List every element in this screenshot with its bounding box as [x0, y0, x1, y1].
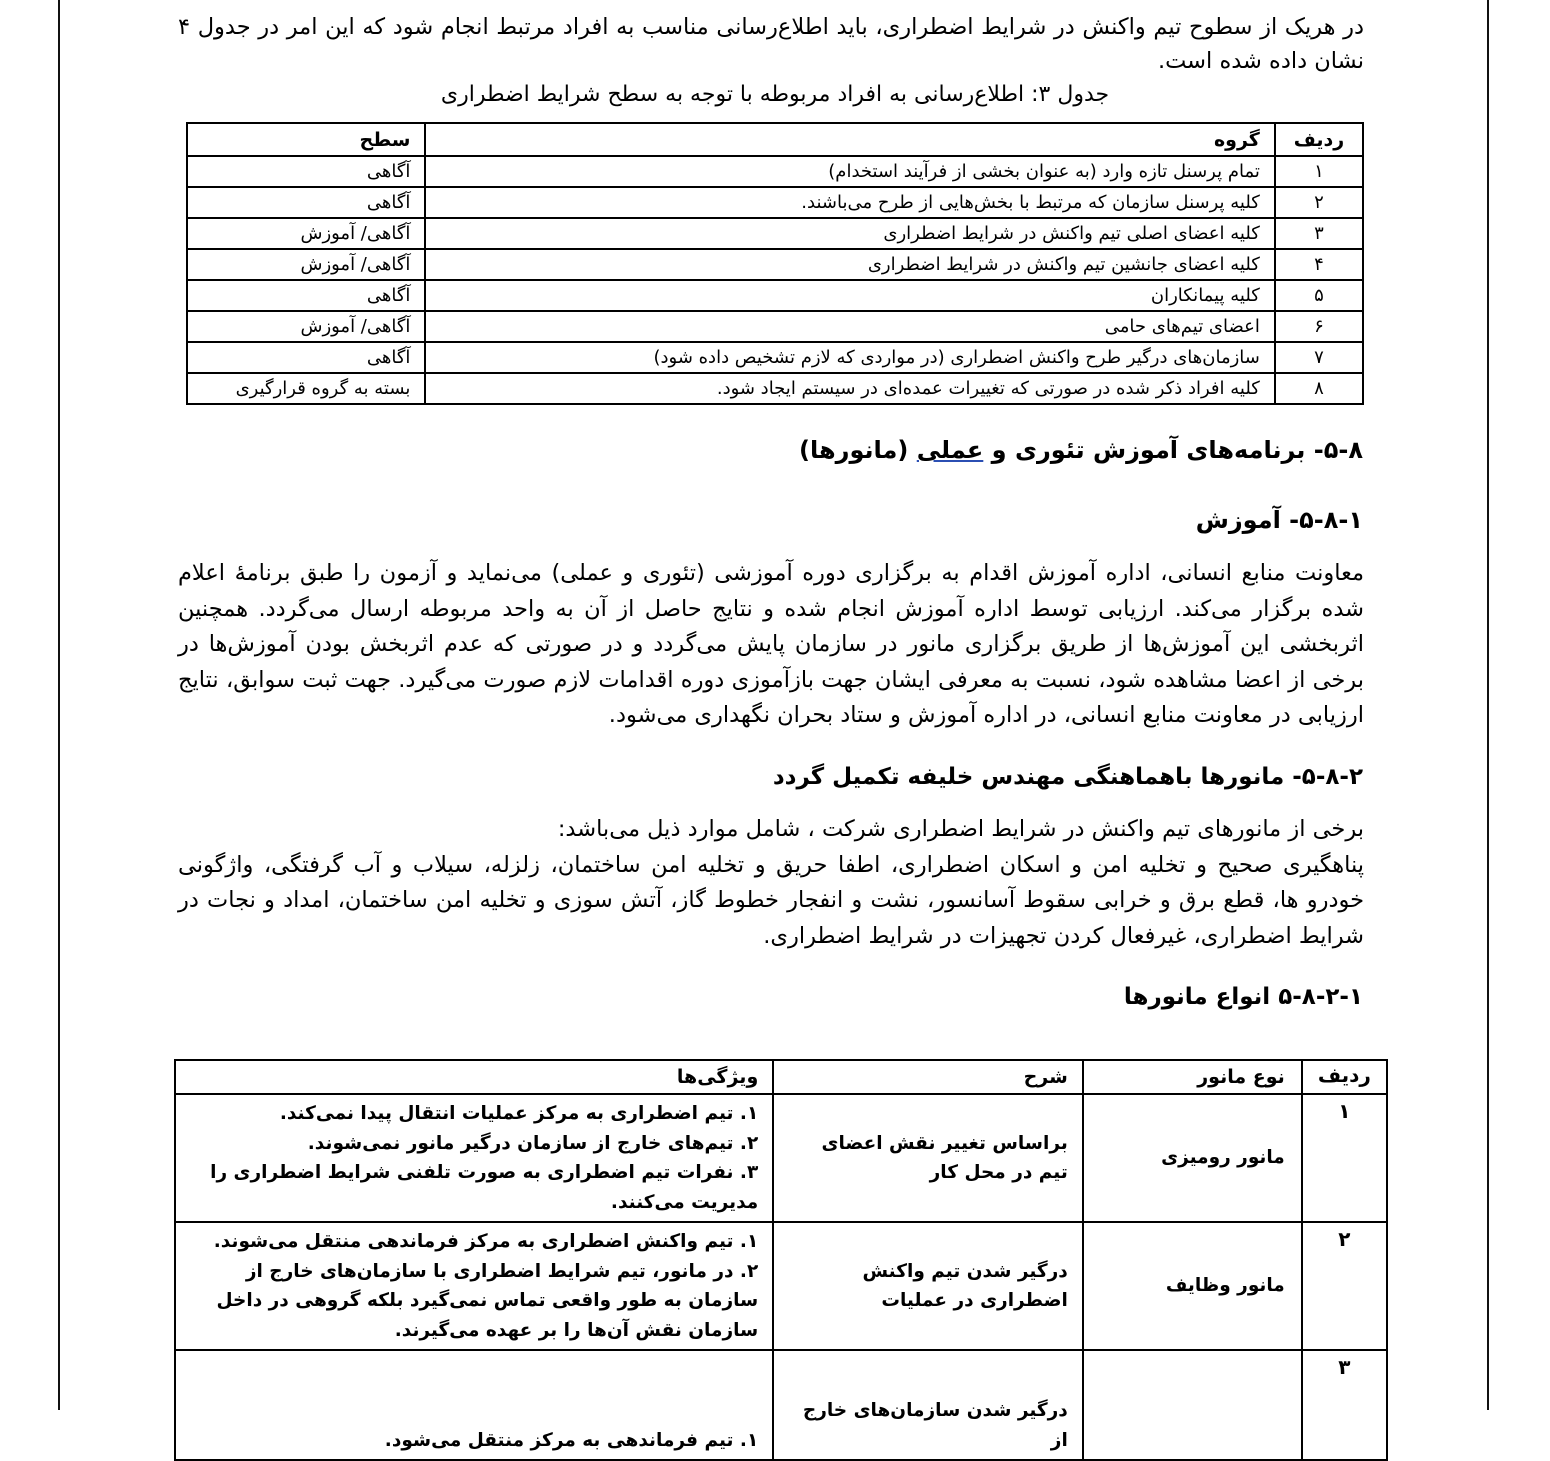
row-group: کلیه پرسنل سازمان که مرتبط با بخش‌هایی از طرح می‌باشند.: [425, 187, 1274, 218]
row-description: درگیر شدن سازمان‌های خارج از: [773, 1350, 1083, 1460]
row-level: آگاهی: [187, 187, 425, 218]
row-number: ۲: [1275, 187, 1363, 218]
row-number: ۶: [1275, 311, 1363, 342]
row-group: کلیه اعضای جانشین تیم واکنش در شرایط اضطراری: [425, 249, 1274, 280]
row-maneuver-type: مانور رومیزی: [1083, 1094, 1302, 1222]
heading-part: (مانورها): [799, 436, 917, 464]
feature-item: ۱. تیم فرماندهی به مرکز منتقل می‌شود.: [384, 1429, 759, 1451]
row-number: ۸: [1275, 373, 1363, 404]
maneuvers-intro-line: برخی از مانورهای تیم واکنش در شرایط اضطراری شرکت ، شامل موارد ذیل می‌باشد:: [557, 816, 1364, 842]
row-maneuver-type: مانور وظایف: [1083, 1222, 1302, 1350]
table-row: [175, 1094, 1387, 1222]
subsection-heading-maneuvers: ۵-۸-۲- مانورها باهماهنگی مهندس خلیفه تکمیل گردد: [772, 764, 1363, 790]
row-number: ۷: [1275, 342, 1363, 373]
row-description: براساس تغییر نقش اعضای تیم در محل کار: [773, 1094, 1083, 1222]
row-level: آگاهی: [187, 156, 425, 187]
row-level: آگاهی/ آموزش: [187, 311, 425, 342]
row-number: ۱: [1275, 156, 1363, 187]
row-group: سازمان‌های درگیر طرح واکنش اضطراری (در مواردی که لازم تشخیص داده شود): [425, 342, 1274, 373]
header-row-number: ردیف: [1275, 123, 1363, 156]
row-level: آگاهی/ آموزش: [187, 218, 425, 249]
row-level: بسته به گروه قرارگیری: [187, 373, 425, 404]
header-level: سطح: [187, 123, 425, 156]
table-row: [187, 156, 1363, 187]
feature-item: ۲. در مانور، تیم شرایط اضطراری با سازمان‌های خارج از سازمان به طور واقعی تماس نمی‌گیرد بلکه گروهی در داخل سازمان نقش آن‌ها را بر عهده می‌گیرند.: [216, 1260, 759, 1341]
row-number: ۳: [1275, 218, 1363, 249]
feature-item: ۲. تیم‌های خارج از سازمان درگیر مانور نمی‌شوند.: [307, 1132, 759, 1154]
row-group: کلیه افراد ذکر شده در صورتی که تغییرات عمده‌ای در سیستم ایجاد شود.: [425, 373, 1274, 404]
row-description: درگیر شدن تیم واکنش اضطراری در عملیات: [773, 1222, 1083, 1350]
row-group: کلیه پیمانکاران: [425, 280, 1274, 311]
table-row: [187, 187, 1363, 218]
table-row: [187, 280, 1363, 311]
maneuvers-paragraph: [178, 812, 1364, 954]
row-number: ۵: [1275, 280, 1363, 311]
table-row: [187, 342, 1363, 373]
table-row: [187, 373, 1363, 404]
row-level: آگاهی: [187, 342, 425, 373]
intro-paragraph: در هریک از سطوح تیم واکنش در شرایط اضطراری، باید اطلاع‌رسانی مناسب به افراد مرتبط انجام شود که این امر در جدول ۴ نشان داده شده است.: [178, 14, 1364, 74]
subsection-heading-maneuver-types: ۵-۸-۲-۱ انواع مانورها: [1123, 984, 1363, 1010]
table-row: [187, 249, 1363, 280]
row-maneuver-type: [1083, 1350, 1302, 1460]
feature-item: ۱. تیم اضطراری به مرکز عملیات انتقال پیدا نمی‌کند.: [279, 1103, 759, 1124]
training-paragraph: معاونت منابع انسانی، اداره آموزش اقدام به برگزاری دوره آموزشی (تئوری و عملی) می‌نماید و آزمون را طبق برنامهٔ اعلام شده برگزار می‌کند. ارزیابی توسط اداره آموزش انجام شده و نتایج حاصل از آن به واحد مربوطه ارسال می‌گردد. همچنین اثربخشی این آموزش‌ها از طریق برگزاری مانور در سازمان پایش می‌گردد و در صورتی که عدم اثربخش بودن آموزش‌ها در برخی از اعضا مشاهده شود، نسبت به معرفی ایشان جهت بازآموزی دوره اقدامات لازم صورت می‌گیرد. جهت ثبت سوابق، نتایج ارزیابی در معاونت منابع انسانی، در اداره آموزش و ستاد بحران نگهداری می‌شود.: [178, 560, 1364, 728]
row-level: آگاهی: [187, 280, 425, 311]
notification-table: [186, 122, 1364, 405]
table-row: [187, 218, 1363, 249]
header-description: شرح: [773, 1060, 1083, 1094]
header-features: ویژگی‌ها: [175, 1060, 773, 1094]
row-number: ۴: [1275, 249, 1363, 280]
row-group: اعضای تیم‌های حامی: [425, 311, 1274, 342]
table1-caption: جدول ۳: اطلاع‌رسانی به افراد مربوطه با توجه به سطح شرایط اضطراری: [440, 82, 1110, 107]
table-row: [175, 1222, 1387, 1350]
feature-item: ۳. نفرات تیم اضطراری به صورت تلفنی شرایط اضطراری را مدیریت می‌کنند.: [210, 1162, 759, 1213]
row-features: [175, 1222, 773, 1350]
maneuver-types-table: [174, 1059, 1388, 1461]
table-row: [187, 311, 1363, 342]
table-header-row: [187, 123, 1363, 156]
table-row: [175, 1350, 1387, 1460]
table-header-row: [175, 1060, 1387, 1094]
row-level: آگاهی/ آموزش: [187, 249, 425, 280]
row-features: [175, 1350, 773, 1460]
section-heading-training-programs: [799, 436, 1363, 464]
heading-part: ۵-۸- برنامه‌های آموزش تئوری و: [983, 436, 1363, 464]
row-features: [175, 1094, 773, 1222]
row-group: تمام پرسنل تازه وارد (به عنوان بخشی از فرآیند استخدام): [425, 156, 1274, 187]
maneuvers-list-text: پناهگیری صحیح و تخلیه امن و اسکان اضطراری، اطفا حریق و تخلیه امن ساختمان، زلزله، سیلاب و آب گرفتگی، واژگونی خودرو ها، قطع برق و خرابی سقوط آسانسور، نشت و انفجار خطوط گاز، آتش سوزی و تخلیه امن ساختمان، امداد و نجات در شرایط اضطراری، غیرفعال کردن تجهیزات در شرایط اضطراری.: [178, 851, 1364, 949]
row-group: کلیه اعضای اصلی تیم واکنش در شرایط اضطراری: [425, 218, 1274, 249]
row-number: ۳: [1302, 1350, 1387, 1460]
header-maneuver-type: نوع مانور: [1083, 1060, 1302, 1094]
row-number: ۲: [1302, 1222, 1387, 1350]
header-group: گروه: [425, 123, 1274, 156]
subsection-heading-training: ۵-۸-۱- آموزش: [1195, 506, 1363, 534]
header-row-number: ردیف: [1302, 1060, 1387, 1094]
feature-item: ۱. تیم واکنش اضطراری به مرکز فرماندهی منتقل می‌شوند.: [213, 1231, 759, 1252]
spellcheck-underlined-word: عملی: [916, 436, 984, 464]
row-number: ۱: [1302, 1094, 1387, 1222]
